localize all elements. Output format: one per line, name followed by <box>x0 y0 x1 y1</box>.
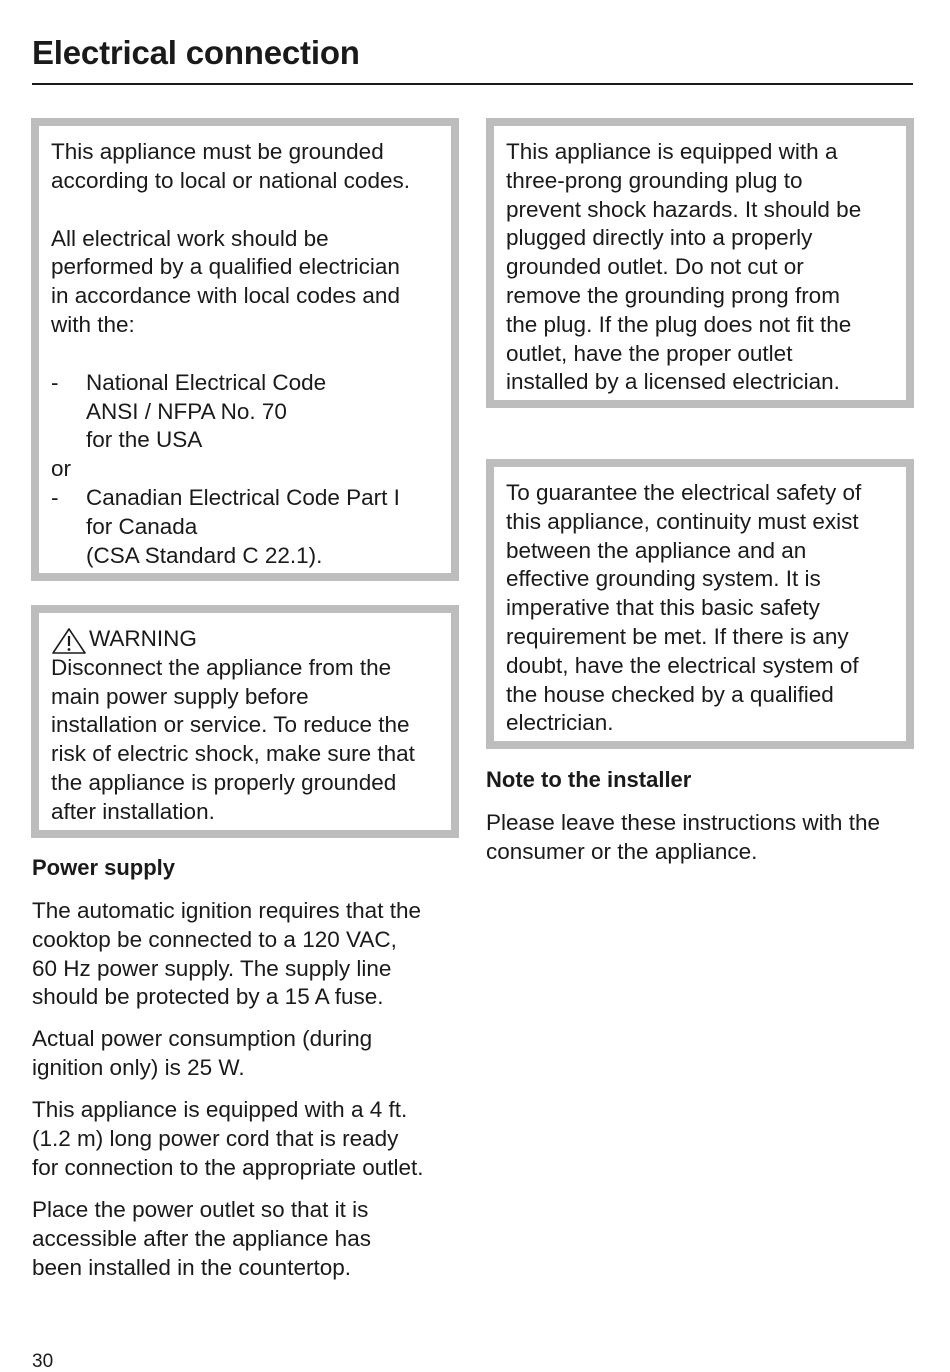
grounding-paragraph-2: All electrical work should be performed by a qualified electrician in accordance with local codes and with the: <box>51 225 400 337</box>
warning-box <box>31 605 459 838</box>
warning-text: Disconnect the appliance from the main power supply before installation or service. To reduce the risk of electric shock, make sure that the appliance is properly grounded after installation. <box>51 654 415 824</box>
warning-header <box>51 625 439 654</box>
power-supply-paragraph-4: Place the power outlet so that it is accessible after the appliance has been installed in the countertop. <box>32 1197 371 1280</box>
code-canada-text: Canadian Electrical Code Part I for Canada (CSA Standard C 22.1). <box>86 484 400 568</box>
power-supply-paragraph-1: The automatic ignition requires that the cooktop be connected to a 120 VAC, 60 Hz power supply. The supply line should be protected by a 15 A fuse. <box>32 898 421 1010</box>
continuity-box <box>486 459 914 749</box>
code-list-item-usa <box>51 369 439 455</box>
grounding-requirements-box <box>31 118 459 581</box>
grounding-plug-box <box>486 118 914 408</box>
power-supply-paragraph-2: Actual power consumption (during ignition only) is 25 W. <box>32 1026 373 1080</box>
installer-note-text: Please leave these instructions with the consumer or the appliance. <box>486 810 880 864</box>
continuity-text: To guarantee the electrical safety of this appliance, continuity must exist between the appliance and an effective grounding system. It is imperative that this basic safety requirement be met. If there is any doubt, have the electrical system of the house checked by a qualified electrician. <box>506 480 862 736</box>
warning-triangle-icon <box>51 627 87 654</box>
code-list-item-canada <box>51 484 439 570</box>
warning-label: WARNING <box>89 626 197 651</box>
power-supply-heading: Power supply <box>32 855 176 880</box>
grounding-plug-text: This appliance is equipped with a three-prong grounding plug to prevent shock hazards. It should be plugged directly into a properly grounded outlet. Do not cut or remove the grounding prong from the plug. If the plug does not fit the outlet, have the proper outlet installed by a licensed electrician. <box>506 139 862 395</box>
code-usa-text: National Electrical Code ANSI / NFPA No. 70 for the USA <box>86 369 327 453</box>
grounding-paragraph-1: This appliance must be grounded according to local or national codes. <box>51 139 410 193</box>
list-dash: - <box>51 484 59 510</box>
list-connector-or: or <box>51 456 72 482</box>
installer-note-heading: Note to the installer <box>486 767 692 792</box>
page-number: 30 <box>32 1351 54 1372</box>
page-title: Electrical connection <box>32 34 360 71</box>
power-supply-paragraph-3: This appliance is equipped with a 4 ft. (1.2 m) long power cord that is ready for connection to the appropriate outlet. <box>32 1097 424 1180</box>
list-dash: - <box>51 369 59 395</box>
title-divider <box>32 83 913 85</box>
